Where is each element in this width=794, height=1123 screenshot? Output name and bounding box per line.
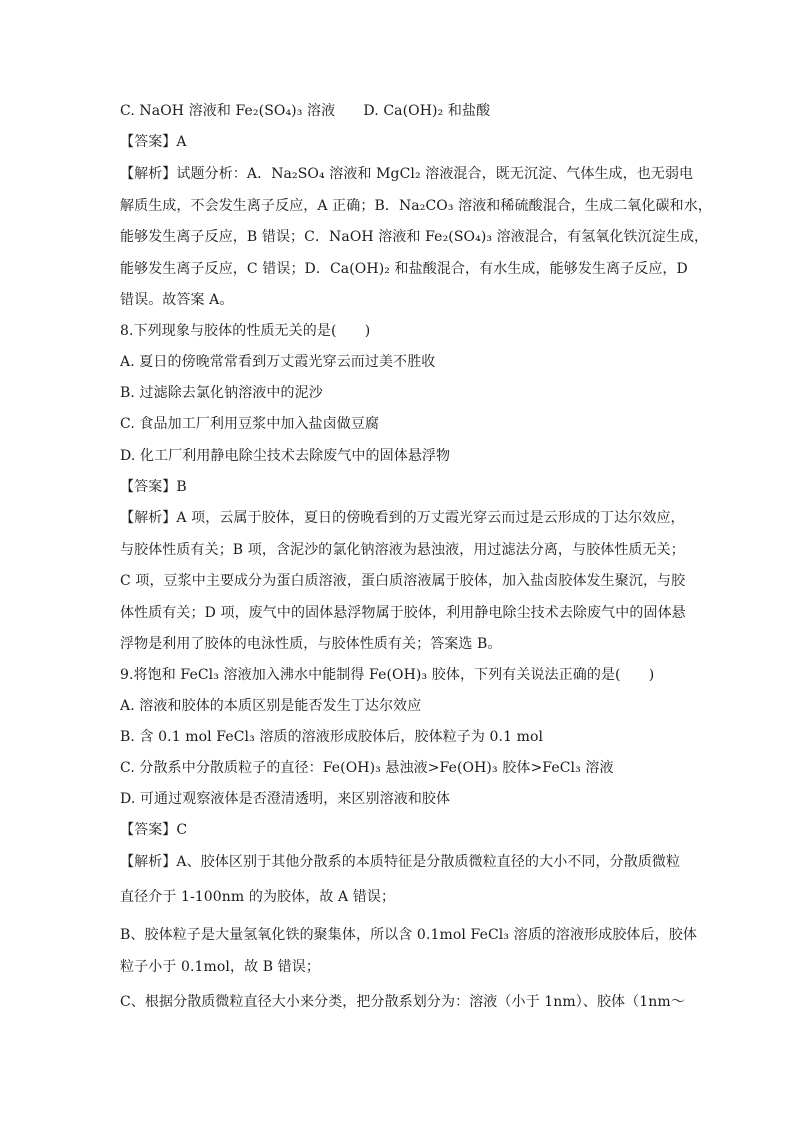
- text-line: C. NaOH 溶液和 Fe₂(SO₄)₃ 溶液 D. Ca(OH)₂ 和盐酸: [120, 103, 491, 119]
- analysis-line: 【解析】A 项，云属于胶体，夏日的傍晚看到的万丈霞光穿云而过是云形成的丁达尔效应，: [120, 510, 685, 526]
- text-line: 能够发生离子反应，C 错误；D．Ca(OH)₂ 和盐酸混合，有水生成，能够发生离子反应，D: [120, 261, 688, 277]
- analysis-line: 【解析】A、胶体区别于其他分散系的本质特征是分散质微粒直径的大小不同，分散质微粒: [120, 854, 681, 870]
- option-d: D. 化工厂利用静电除尘技术去除废气中的固体悬浮物: [120, 448, 451, 464]
- text-line: 能够发生离子反应，B 错误；C．NaOH 溶液和 Fe₂(SO₄)₃ 溶液混合，有氢氧化铁沉淀生成，: [120, 229, 709, 245]
- text-line: C 项，豆浆中主要成分为蛋白质溶液，蛋白质溶液属于胶体，加入盐卤胶体发生聚沉，与胶: [120, 573, 686, 589]
- analysis-line: 【解析】试题分析：A．Na₂SO₄ 溶液和 MgCl₂ 溶液混合，既无沉淀、气体生成，也无弱电: [120, 166, 694, 182]
- option-a: A. 溶液和胶体的本质区别是能否发生丁达尔效应: [120, 698, 422, 714]
- question-9: 9.将饱和 FeCl₃ 溶液加入沸水中能制得 Fe(OH)₃ 胶体，下列有关说法正确的是( ): [120, 667, 655, 683]
- option-c: C. 食品加工厂利用豆浆中加入盐卤做豆腐: [120, 416, 380, 432]
- text-line: 直径介于 1-100nm 的为胶体，故 A 错误；: [120, 889, 396, 905]
- answer-line: 【答案】C: [120, 822, 188, 838]
- question-8: 8.下列现象与胶体的性质无关的是( ): [120, 323, 371, 339]
- text-line: 解质生成，不会发生离子反应，A 正确；B．Na₂CO₃ 溶液和稀硫酸混合，生成二氧化碳和水，: [120, 198, 712, 214]
- answer-line: 【答案】A: [120, 134, 187, 150]
- option-b: B. 过滤除去氯化钠溶液中的泥沙: [120, 385, 323, 401]
- text-line: 与胶体性质有关；B 项，含泥沙的氯化钠溶液为悬浊液，用过滤法分离，与胶体性质无关；: [120, 542, 685, 558]
- text-line: 粒子小于 0.1mol，故 B 错误；: [120, 959, 320, 975]
- option-c: C. 分散系中分散质粒子的直径：Fe(OH)₃ 悬浊液>Fe(OH)₃ 胶体>FeCl₃ 溶液: [120, 760, 614, 776]
- option-b: B. 含 0.1 mol FeCl₃ 溶质的溶液形成胶体后，胶体粒子为 0.1 mol: [120, 729, 544, 745]
- option-d: D. 可通过观察液体是否澄清透明，来区别溶液和胶体: [120, 791, 451, 807]
- text-line: C、根据分散质微粒直径大小来分类，把分散系划分为：溶液（小于 1nm）、胶体（1nm～: [120, 994, 685, 1010]
- text-line: 体性质有关；D 项，废气中的固体悬浮物属于胶体，利用静电除尘技术去除废气中的固体悬: [120, 605, 686, 621]
- option-a: A. 夏日的傍晚常常看到万丈霞光穿云而过美不胜收: [120, 354, 436, 370]
- text-line: 错误。故答案 A。: [120, 292, 234, 308]
- text-line: B、胶体粒子是大量氢氧化铁的聚集体，所以含 0.1mol FeCl₃ 溶质的溶液形成胶体后，胶体: [120, 927, 697, 943]
- answer-line: 【答案】B: [120, 479, 187, 495]
- text-line: 浮物是利用了胶体的电泳性质，与胶体性质有关；答案选 B。: [120, 636, 502, 652]
